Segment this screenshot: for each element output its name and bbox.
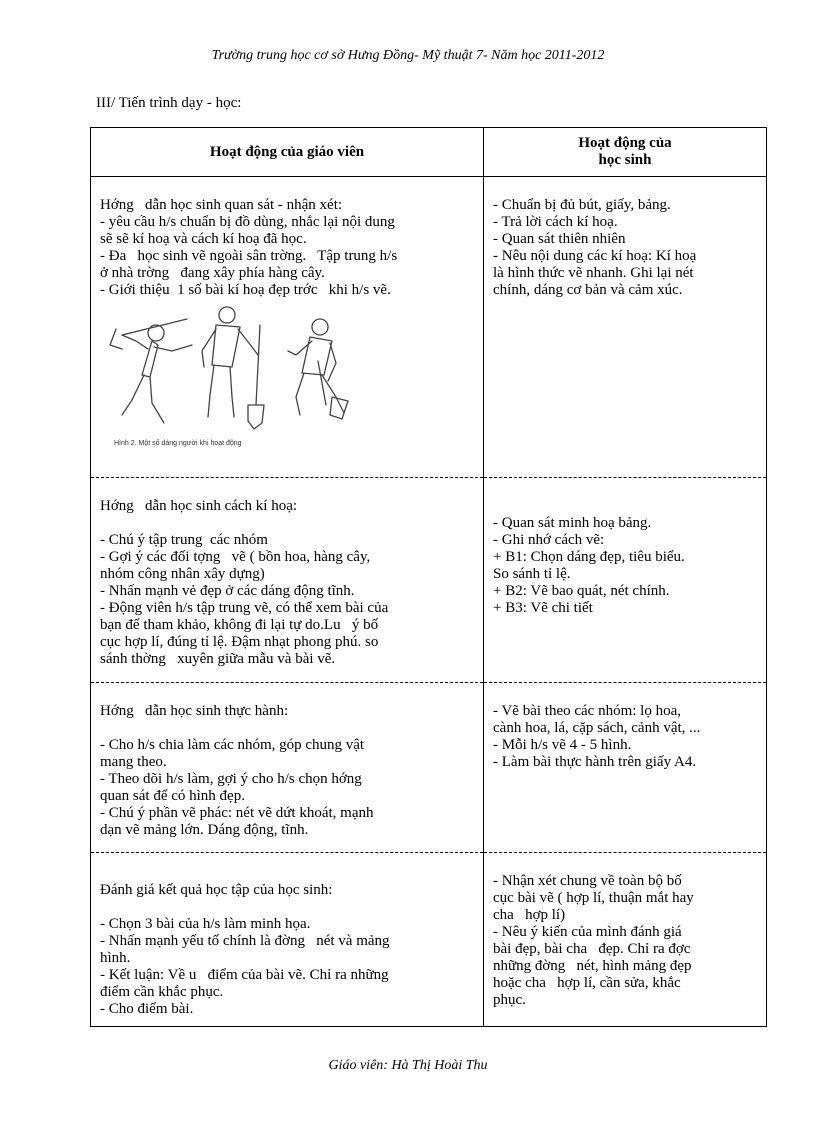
text-line: những đờng nét, hình mảng đẹp	[493, 958, 692, 974]
text-line: sẽ sẽ kí hoạ và cách kí hoạ đã học.	[100, 231, 307, 247]
text-line: bạn để tham khảo, không đi lại tự do.Lu ý bố	[100, 617, 379, 633]
text-line: Đánh giá kết quả học tập của học sinh:	[100, 882, 333, 898]
text-line	[100, 899, 476, 916]
text-line: - Quan sát minh hoạ bảng.	[493, 515, 652, 531]
text-line: cành hoa, lá, cặp sách, cảnh vật, ...	[493, 720, 701, 736]
text-line: - Nêu ý kiến của mình đánh giá	[493, 924, 682, 940]
text-line: - Giới thiệu 1 số bài kí hoạ đẹp trớc khi h/s vẽ.	[100, 282, 391, 298]
text-line: hình.	[100, 950, 131, 966]
text-line: - Trả lời cách kí hoạ.	[493, 214, 618, 230]
figure-caption: Hình 2. Một số dáng người khi hoạt động	[114, 440, 242, 447]
text-line: - Quan sát thiên nhiên	[493, 231, 626, 247]
teacher-cell-2	[91, 478, 484, 683]
text-line: - Đa học sinh vẽ ngoài sân trờng. Tập trung h/s	[100, 248, 398, 264]
text-line: - Chuẩn bị đủ bút, giấy, bảng.	[493, 197, 671, 213]
text-line: + B1: Chọn dáng đẹp, tiêu biểu.	[493, 549, 685, 565]
text-line: - Ghi nhớ cách vẽ:	[493, 532, 605, 548]
text-line: - Gợi ý các đối tợng vẽ ( bồn hoa, hàng cây,	[100, 549, 371, 565]
text-line: điểm cần khắc phục.	[100, 984, 224, 1000]
text-line: - Chú ý tập trung các nhóm	[100, 532, 268, 548]
section-title: III/ Tiến trình dạy - học:	[96, 95, 242, 111]
teacher-cell-4	[91, 853, 484, 1027]
teacher-cell-3	[91, 683, 484, 853]
teacher-cell-1	[91, 177, 484, 478]
text-line: ở nhà trờng đang xây phía hàng cây.	[100, 265, 325, 281]
text-line	[100, 720, 476, 737]
text-line: Hớng dẫn học sinh thực hành:	[100, 703, 289, 719]
text-line: - Chú ý phần vẽ phác: nét vẽ dứt khoát, mạnh	[100, 805, 374, 821]
teacher-signature: Giáo viên: Hà Thị Hoài Thu	[328, 1058, 488, 1073]
text-line: hoặc cha hợp lí, cần sửa, khắc	[493, 975, 681, 991]
text-line: Hớng dẫn học sinh cách kí hoạ:	[100, 498, 298, 514]
text-line: So sánh tỉ lệ.	[493, 566, 571, 582]
text-line: - Mỗi h/s vẽ 4 - 5 hình.	[493, 737, 632, 753]
student-cell-4	[484, 853, 767, 1027]
text-line: sánh thờng xuyên giữa mẫu và bài vẽ.	[100, 651, 336, 667]
sketch-figures-image	[92, 305, 485, 453]
text-line: - Nhận xét chung về toàn bộ bố	[493, 873, 682, 889]
text-line: là hình thức vẽ nhanh. Ghi lại nét	[493, 265, 694, 281]
text-line: - Chọn 3 bài của h/s làm minh họa.	[100, 916, 311, 932]
text-line: quan sát để có hình đẹp.	[100, 788, 245, 804]
text-line: chính, dáng cơ bản và cảm xúc.	[493, 282, 683, 298]
text-line: - Theo dõi h/s làm, gợi ý cho h/s chọn hớng	[100, 771, 362, 787]
text-line: - Kết luận: Về u điểm của bài vẽ. Chỉ ra những	[100, 967, 389, 983]
text-line: + B3: Vẽ chi tiết	[493, 600, 593, 616]
text-line: dạn vẽ mảng lớn. Dáng động, tĩnh.	[100, 822, 309, 838]
text-line: mang theo.	[100, 754, 167, 770]
header-teacher: Hoạt động của giáo viên	[91, 128, 484, 177]
text-line: - Cho điểm bài.	[100, 1001, 194, 1017]
text-line: - Làm bài thực hành trên giấy A4.	[493, 754, 697, 770]
text-line: phục.	[493, 992, 526, 1008]
header-student: Hoạt động của học sinh	[484, 128, 767, 177]
text-line: - Động viên h/s tập trung vẽ, có thể xem bài của	[100, 600, 389, 616]
text-line: - yêu cầu h/s chuẩn bị đồ dùng, nhắc lại nội dung	[100, 214, 395, 230]
text-line: - Nhấn mạnh yếu tố chính là đờng nét và mảng	[100, 933, 390, 949]
student-cell-3	[484, 683, 767, 853]
text-line: - Nhấn mạnh vẻ đẹp ở các dáng động tĩnh.	[100, 583, 355, 599]
text-line: cục bài vẽ ( hợp lí, thuận mắt hay	[493, 890, 694, 906]
text-line	[100, 515, 476, 532]
text-line: cục hợp lí, đúng tỉ lệ. Đậm nhạt phong phú. so	[100, 634, 379, 650]
text-line: nhóm công nhân xây dựng)	[100, 566, 265, 582]
text-line: - Nêu nội dung các kí hoạ: Kí hoạ	[493, 248, 697, 264]
lesson-table	[90, 127, 767, 1027]
text-line: + B2: Vẽ bao quát, nét chính.	[493, 583, 670, 599]
student-cell-2	[484, 478, 767, 683]
text-line: - Cho h/s chia làm các nhóm, góp chung vật	[100, 737, 365, 753]
text-line: - Vẽ bài theo các nhóm: lọ hoa,	[493, 703, 681, 719]
student-cell-1	[484, 177, 767, 478]
text-line: Hớng dẫn học sinh quan sát - nhận xét:	[100, 197, 343, 213]
page-header: Trường trung học cơ sở Hưng Đồng- Mỹ thuật 7- Năm học 2011-2012	[211, 48, 605, 63]
text-line: bài đẹp, bài cha đẹp. Chỉ ra đợc	[493, 941, 691, 957]
sketch-figure	[92, 305, 482, 453]
text-line: cha hợp lí)	[493, 907, 566, 923]
